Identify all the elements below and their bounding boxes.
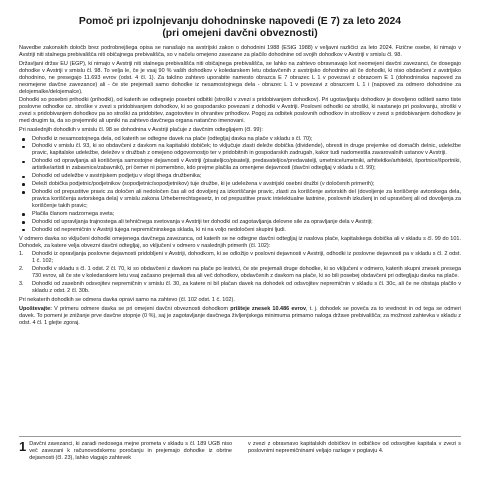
note-label: Upoštevajte: [19,305,53,312]
footnote-text: v zvezi z obravnavo kapitalskih dobičkov in odbičkov od odsvojitve kapitala v zvezi s poslovnimi nepremičninami veljajo razlage v poglavju 4. [248,441,461,454]
footnote-1 [19,441,232,462]
list-item: Dohodki iz nesamostojnega dela, od katerih se odtegne davek na plače (odtegljaj davka na plače v skladu s čl. 70); [19,136,461,143]
list-item-text: Dohodki v skladu s čl. 1 odst. 2 čl. 70, ki so obdavčeni z davkom na plače po lestvici, če ste prejemali druge dohodke, ki so vključeni v odmero, katerih skupni znesek presega 730 evrov, ali če ste v koledarskem letu vsaj začasno prejemali dva ali več dohodkov, obdavčenih z davkom na plače, ki so bili posebej obdavčeni pri odtegljaju davka na plače. [32,266,461,280]
list-item-text: Dohodki od zasebnih odsvojitev nepremičnin v smislu čl. 30, za katere ni bil plačan davek na dohodek od odsvojitev nepremičnin v skladu s čl. 30c, ali če ne obstaja plačilo v skladu z odst. 2 čl. 30b. [32,281,461,295]
list-item-text: Dohodki iz opravljanja poslovne dejavnosti pridobljeni v Avstriji, dohodkom, ki se odložijo v poslovni dejavnosti v Avstriji, odhodki iz poslovne dejavnosti pa v skladu s čl. 2 odst. 1 č. 102; [32,251,461,265]
paragraph-income-definition: Dohodki so posebni prihodki (prihodki), od katerih se odtegnejo posebni odbitki (stroški v zvezi s pridobivanjem dohodkov). Pri ugotavljanju dohodkov je dovoljeno odšteti samo tiste poslovne odhodke oz. stroške v zvezi s pridobivanjem dohodkov, ki so gospodarsko povezani z dohodki v Avstriji. Poslovni odhodki oz stroški, ki nastanejo pri poslovanju, stroški v zvezi s pridobivanjem dohodkov pa so stroški za pridobitev, zagotovitev in ohranitev prihodkov. Pogoj za odbitek poslovnih odhodkov in stroškov v zvezi s pridobivanjem dohodkov je med drugim ta, da so prejemniki ali upniki na zahtevo davčnega organa natančno imenovani. [19,97,461,125]
footnote-text: Davčni zavezanci, ki zaradi nedosega mejne prometa v skladu s čl. 189 UGB niso več zavezani k računovodskemu poročanju in prejemajo dohodke iz obrtne dejavnosti (čl. 23), lahko vlagajo zahtevek [29,441,232,461]
footnote-divider [19,436,461,437]
list-item-number: 1. [19,251,24,258]
withholding-list [19,136,461,234]
document-title [19,16,461,40]
footnote-number: 1 [19,439,27,454]
list-item [19,251,461,265]
list-item: Dohodki od opravljanja ali koriščenja samostojne dejavnosti v Avstriji (pisateljico/pisatelji, predavateljice/predavatelji, umetnice/umetniki, arhitektke/arhitekti, športnice/športniki, artistke/artisti in zabavnice/zabavniki), pri čemer ni pomembno, kdo prejme plačila za omenjene dejavnosti (davčni odtegljaj v skladu s čl. 99); [19,158,461,172]
assessment-cases-list [19,251,461,295]
paragraph-note: Pri nekaterih dohodkih se odmera davka opravi samo na zahtevo (čl. 102 odst. 1 č. 102). [19,297,235,304]
note-text-pre: V primeru odmere davka se pri omejeni davčni obveznosti dohodkom [52,305,231,312]
footnotes [19,441,461,462]
paragraph-withholding-intro: Pri naslednjih dohodkih v smislu čl. 98 se dohodnina v Avstriji plačuje z davčnim odtegljajem (čl. 99): [19,127,263,134]
list-item [19,281,461,295]
title-line-2: (pri omejeni davčni obveznosti) [162,28,318,39]
list-item: Dohodki od upravljanja trajnostega ali tehničnega svetovanja v Avstriji ter dohodki od zagotavljanja delovne sile za opravljanje dela v Avstriji; [19,219,461,226]
paragraph-intro: Navedbe zakonskih določb brez podrobnejšega opisa se nanašajo na avstrijski zakon o dohodnini 1988 (EStG 1988) v veljavni različici za leto 2024. Fizične osebe, ki nimajo v Avstriji niti stalnega prebivališča niti običajnega prebivališča, so v načelu omejeno zavezane za plačilo dohodnine od svojih dohodkov v Avstriji v smislu čl. 98. [19,45,461,59]
title-line-1: Pomoč pri izpolnjevanju dohodninske napovedi (E 7) za leto 2024 [78,16,402,27]
paragraph-upostevajte [19,306,461,327]
note-amount: prišteje znesek 10.486 evrov [230,305,307,312]
list-item [19,266,461,280]
list-item: Dohodki od nepremičnin v Avstriji tujega nepremičninskega sklada, ki ni na voljo nedoločeni skupini ljudi. [19,227,461,234]
note-text-post: , t. j. dohodek se poveča za to vrednost in od tega se odmeri davek. To pomeni je znižanje prve davčne stopnje (0 %), saj je zagotavljanje davčnega življenjskega minimuma primarno naloga države prebivališča; za možnost zahtevka v skladu z odst. 4 čl. 1 glejte zgoraj. [19,305,462,327]
list-item: Dohodki od udeležbe v avstrijskem podjetju v vlogi tihega družbenika; [19,173,461,180]
list-item-number: 2. [19,266,24,273]
paragraph-assessment: V odmero davka so vključeni dohodki omejenega davčnega zavezanca, od katerih se ne odtegne davčni odtegljaj iz naslova plače, kapitalskega dobička ali v skladu s čl. 99 do 101. Dohodek, za katere velja obvezni davčni odtegljaj, so vključeni v odmero v naslednjih primerih (čl. 102): [19,235,461,249]
list-item: Dohodki od prepustitve pravic za določen ali nedoločen čas ali od dovoljenj za izkoriščanje pravic, zlasti za koriščenje avtorskih del (dovoljenje za koriščenje avtorskega dela, pravica koriščenja avtorskega dela) v smislu zakona Urheberrechtsgesetz, in od prepustitve pravic intelektualne lastnine, poslovnih izkušenj in od upravičenj ali od dovoljenja za koriščenje takih pravic; [19,189,461,210]
footnote-continuation [248,441,461,462]
list-item: Deleži dobička podjetnic/podjetnikov (sopodjetnic/sopodjetnikov) tuje družbe, ki je udeležena v avstrijski osebni družbi (v določenih primerih); [19,181,461,188]
list-item: Plačila članom nadzornega sveta; [19,211,461,218]
list-item: Dohodki v smislu čl. 93, ki so obdavčeni z davkom na kapitalski dobiček; to vključuje zlasti deleže dobička (dividende), obresti in druge prejemke od domačih delnic, udeležbe pravic, kapitalske udeležbe, deležev v družbah z omejeno odgovornostjo ter v pridobitnih in gospodarskih zadrugah, kakor tudi nadomestila zavarovalnih ustanov v Avstriji. [19,143,461,157]
paragraph-eu-citizens: Državljani držav EU (EGP), ki nimajo v Avstriji niti stalnega prebivališča niti običajnega prebivališča, se lahko na zahtevo obravnavajo kot neomejeni davčni zavezanci, če dosegajo dohodke v Avstriji v smislu čl. 98. To velja le, če je vsaj 90 % vaših dohodkov v koledarskem letu obdavčenih z avstrijsko dohodnino ali če dohodki, ki niso obdavčeni z avstrijsko dohodnino, ne presegajo 11.693 evrov (odst. 4 čl. 1). Za takšno zahtevo uporabite namesto obrazca E 7 obrazec L 1 v povezavi z obrazcem E 1 (dohodninska napoved za neomejene davčne zavezance) ali - če ste prejemali samo dohodke iz nesamostojnega dela - obrazec L 1 v povezavi z obrazcem L 1 i (napoved za odmero dohodnine za delojemalke/delojemalce). [19,60,461,95]
list-item-number: 3. [19,281,24,288]
